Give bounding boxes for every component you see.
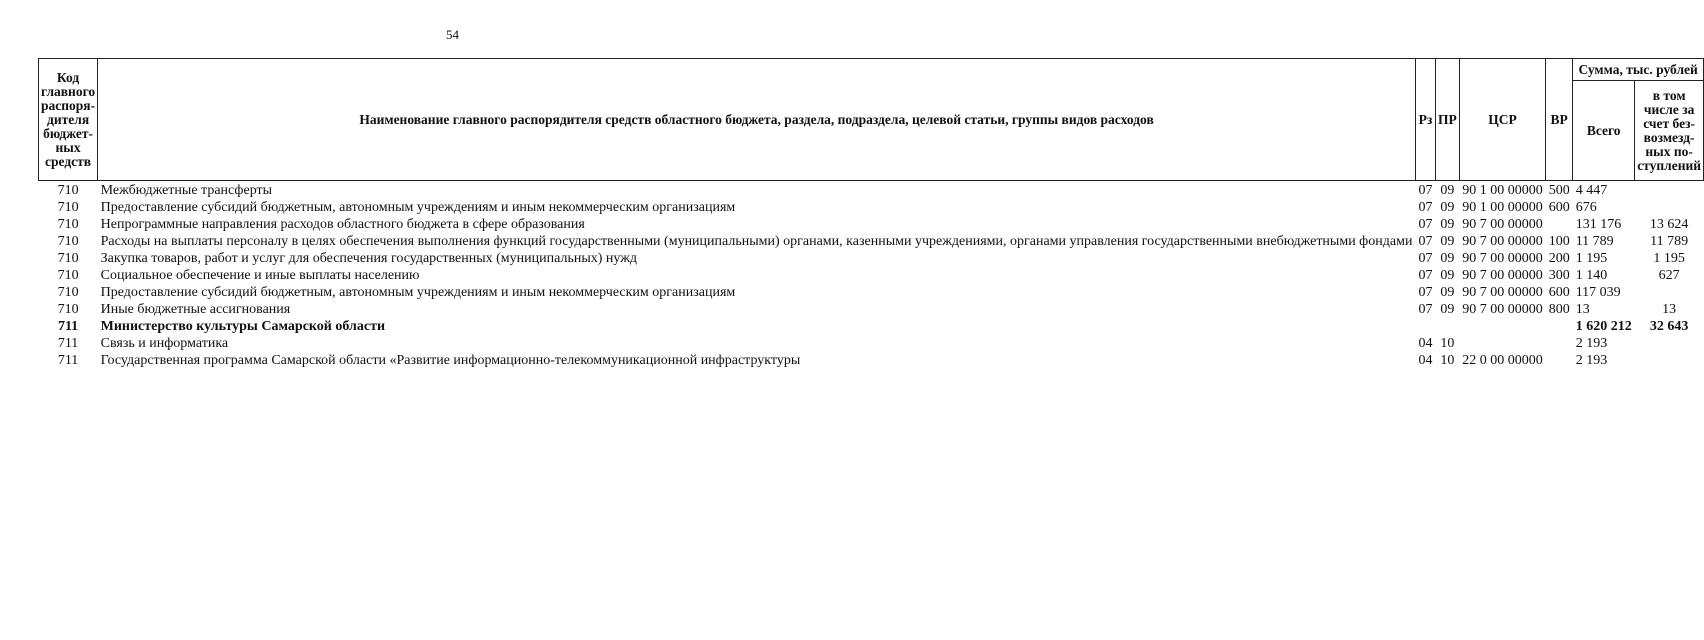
header-name: Наименование главного распорядителя средств областного бюджета, раздела, подраздела, целевой статьи, группы видов расходов bbox=[98, 59, 1416, 181]
table-row bbox=[39, 250, 1704, 267]
cell-grant bbox=[1635, 335, 1704, 352]
header-pr: ПР bbox=[1435, 59, 1459, 181]
table-row bbox=[39, 199, 1704, 216]
cell-vr: 200 bbox=[1548, 251, 1570, 266]
cell-grant: 11 789 bbox=[1650, 234, 1689, 249]
cell-vr: 300 bbox=[1548, 268, 1570, 283]
cell-rz: 07 bbox=[1418, 234, 1433, 249]
cell-pr bbox=[1435, 318, 1459, 335]
cell-name: Государственная программа Самарской области «Развитие информационно-телекоммуникационной инфраструктуры bbox=[100, 353, 801, 368]
cell-vr bbox=[1546, 216, 1573, 233]
cell-csr: 90 1 00 00000 bbox=[1462, 183, 1543, 198]
cell-csr: 90 7 00 00000 bbox=[1462, 302, 1543, 317]
header-vr: ВР bbox=[1546, 59, 1573, 181]
cell-csr: 90 1 00 00000 bbox=[1462, 200, 1543, 215]
cell-total: 13 bbox=[1575, 302, 1590, 317]
cell-csr: 22 0 00 00000 bbox=[1462, 353, 1543, 368]
table-row bbox=[39, 284, 1704, 301]
table-row bbox=[39, 181, 1704, 200]
table-row bbox=[39, 301, 1704, 318]
cell-grant bbox=[1635, 284, 1704, 301]
cell-rz: 07 bbox=[1418, 302, 1433, 317]
cell-code: 711 bbox=[57, 336, 79, 351]
cell-name: Закупка товаров, работ и услуг для обеспечения государственных (муниципальных) нужд bbox=[100, 251, 638, 266]
cell-total: 1 140 bbox=[1575, 268, 1608, 283]
cell-rz: 07 bbox=[1418, 200, 1433, 215]
header-total: Всего bbox=[1573, 81, 1635, 181]
cell-pr: 09 bbox=[1440, 234, 1455, 249]
cell-pr: 09 bbox=[1440, 217, 1455, 232]
cell-total: 131 176 bbox=[1575, 217, 1622, 232]
cell-code: 710 bbox=[57, 302, 79, 317]
cell-pr: 09 bbox=[1440, 251, 1455, 266]
cell-csr: 90 7 00 00000 bbox=[1462, 234, 1543, 249]
table-body bbox=[39, 181, 1704, 370]
budget-table bbox=[38, 58, 1704, 369]
header-rz: Рз bbox=[1415, 59, 1435, 181]
cell-rz: 07 bbox=[1418, 183, 1433, 198]
cell-name: Предоставление субсидий бюджетным, автономным учреждениям и иным некоммерческим организациям bbox=[100, 285, 736, 300]
cell-total: 2 193 bbox=[1575, 336, 1608, 351]
cell-rz: 07 bbox=[1418, 251, 1433, 266]
cell-code: 710 bbox=[57, 200, 79, 215]
table-row bbox=[39, 216, 1704, 233]
cell-name: Министерство культуры Самарской области bbox=[100, 319, 386, 334]
cell-code: 710 bbox=[57, 183, 79, 198]
header-code: Код главного распоря-дителя бюджет-ных средств bbox=[39, 59, 98, 181]
cell-csr: 90 7 00 00000 bbox=[1462, 285, 1543, 300]
cell-grant bbox=[1635, 199, 1704, 216]
cell-rz: 04 bbox=[1418, 336, 1433, 351]
cell-pr: 09 bbox=[1440, 183, 1455, 198]
cell-total: 676 bbox=[1575, 200, 1597, 215]
cell-grant: 1 195 bbox=[1653, 251, 1685, 266]
cell-pr: 10 bbox=[1440, 336, 1455, 351]
cell-rz: 07 bbox=[1418, 268, 1433, 283]
table-row bbox=[39, 335, 1704, 352]
cell-name: Расходы на выплаты персоналу в целях обеспечения выполнения функций государственными (муниципальными) органами, казенными учреждениями, органами управления государственными внебюджетными фондами bbox=[100, 234, 1413, 249]
header-sum: Сумма, тыс. рублей bbox=[1573, 59, 1704, 81]
cell-name: Межбюджетные трансферты bbox=[100, 183, 273, 198]
cell-total: 2 193 bbox=[1575, 353, 1608, 368]
header-grant: в том числе за счет без-возмезд-ных по-ступлений bbox=[1635, 81, 1704, 181]
cell-csr: 90 7 00 00000 bbox=[1462, 251, 1543, 266]
cell-total: 11 789 bbox=[1575, 234, 1614, 249]
cell-csr bbox=[1459, 335, 1546, 352]
cell-pr: 09 bbox=[1440, 285, 1455, 300]
header-csr: ЦСР bbox=[1459, 59, 1546, 181]
cell-name: Непрограммные направления расходов областного бюджета в сфере образования bbox=[100, 217, 585, 232]
cell-grant: 627 bbox=[1658, 268, 1680, 283]
cell-pr: 09 bbox=[1440, 200, 1455, 215]
cell-total: 1 620 212 bbox=[1575, 319, 1632, 334]
cell-vr bbox=[1546, 318, 1573, 335]
cell-code: 710 bbox=[57, 285, 79, 300]
cell-csr: 90 7 00 00000 bbox=[1462, 268, 1543, 283]
cell-grant: 13 624 bbox=[1649, 217, 1689, 232]
cell-grant: 13 bbox=[1662, 302, 1677, 317]
cell-vr: 500 bbox=[1548, 183, 1570, 198]
cell-grant bbox=[1635, 352, 1704, 369]
cell-total: 4 447 bbox=[1575, 183, 1608, 198]
cell-grant bbox=[1635, 181, 1704, 200]
table-row bbox=[39, 318, 1704, 335]
cell-pr: 10 bbox=[1440, 353, 1455, 368]
cell-rz bbox=[1415, 318, 1435, 335]
cell-csr: 90 7 00 00000 bbox=[1462, 217, 1543, 232]
cell-name: Связь и информатика bbox=[100, 336, 229, 351]
cell-vr: 600 bbox=[1548, 200, 1570, 215]
cell-code: 710 bbox=[57, 251, 79, 266]
cell-vr bbox=[1546, 352, 1573, 369]
cell-total: 1 195 bbox=[1575, 251, 1608, 266]
cell-vr: 100 bbox=[1548, 234, 1570, 249]
cell-code: 710 bbox=[57, 234, 79, 249]
cell-code: 710 bbox=[57, 217, 79, 232]
cell-pr: 09 bbox=[1440, 268, 1455, 283]
table-row bbox=[39, 267, 1704, 284]
cell-code: 711 bbox=[57, 353, 79, 368]
cell-name: Социальное обеспечение и иные выплаты населению bbox=[100, 268, 420, 283]
table-row bbox=[39, 233, 1704, 250]
cell-code: 711 bbox=[57, 319, 79, 334]
cell-pr: 09 bbox=[1440, 302, 1455, 317]
cell-csr bbox=[1459, 318, 1546, 335]
cell-rz: 07 bbox=[1418, 285, 1433, 300]
cell-vr: 800 bbox=[1548, 302, 1570, 317]
cell-rz: 07 bbox=[1418, 217, 1433, 232]
cell-vr: 600 bbox=[1548, 285, 1570, 300]
cell-name: Иные бюджетные ассигнования bbox=[100, 302, 291, 317]
cell-rz: 04 bbox=[1418, 353, 1433, 368]
page-number: 54 bbox=[446, 27, 459, 42]
cell-total: 117 039 bbox=[1575, 285, 1621, 300]
table-row bbox=[39, 352, 1704, 369]
cell-grant: 32 643 bbox=[1649, 319, 1689, 334]
cell-name: Предоставление субсидий бюджетным, автономным учреждениям и иным некоммерческим организациям bbox=[100, 200, 736, 215]
cell-vr bbox=[1546, 335, 1573, 352]
cell-code: 710 bbox=[57, 268, 79, 283]
